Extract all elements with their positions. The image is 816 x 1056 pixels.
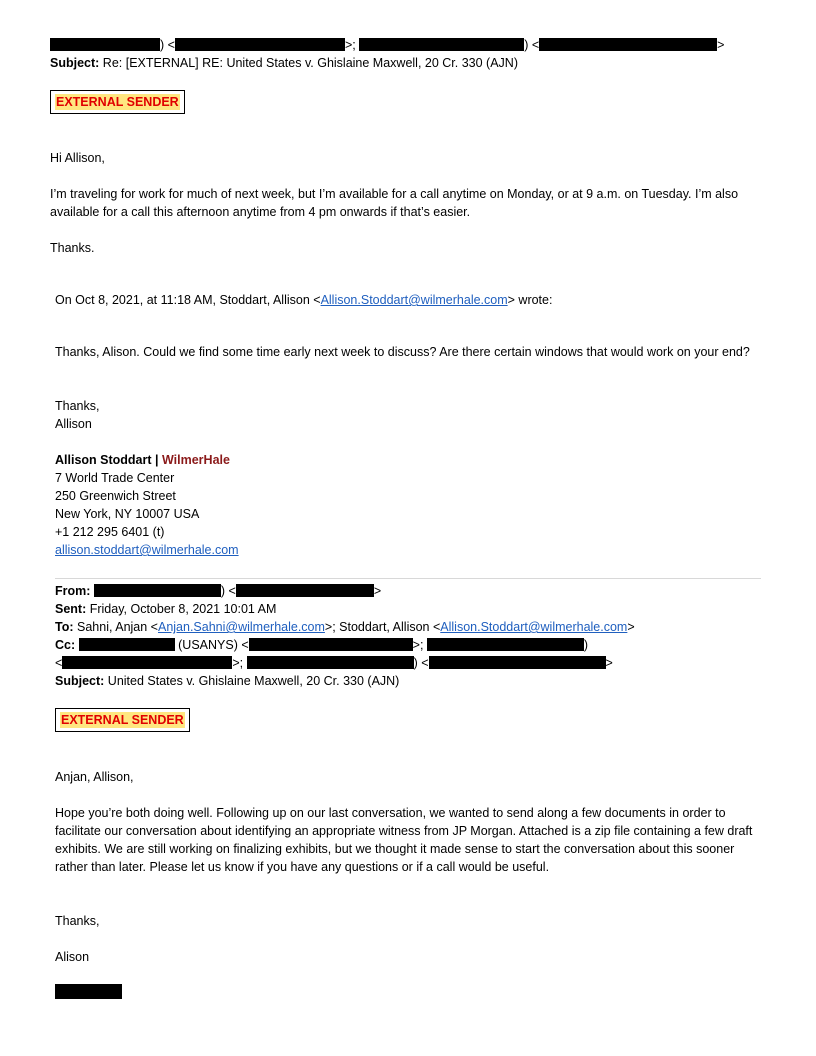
sent-label: Sent: (55, 602, 87, 616)
redaction-block (249, 638, 413, 651)
subject-line-2 (55, 672, 399, 690)
firm-name: WilmerHale (161, 453, 230, 467)
redaction-block (429, 656, 606, 669)
message-divider (55, 578, 761, 579)
cc-line: Cc: (USANYS) < >; ) (55, 638, 589, 652)
from-label: From: (55, 584, 91, 598)
redaction-block (236, 584, 374, 597)
redaction-block (175, 38, 345, 51)
redaction-block (539, 38, 717, 51)
reply-body: I’m traveling for work for much of next week, but I’m available for a call anytime on Monday, or at 9 a.m. on Tuesday. I’m also available for a call this afternoon anytime from 4 pm onwards if that’s easier. (50, 187, 739, 219)
cc-label: Cc: (55, 638, 76, 652)
redacted-signature (55, 984, 122, 1002)
reply-signoff: Thanks. (50, 241, 95, 255)
subject-text: United States v. Ghislaine Maxwell, 20 Cr. 330 (AJN) (107, 674, 400, 688)
redaction-block (94, 584, 221, 597)
redaction-block (427, 638, 584, 651)
subject-label: Subject: (55, 674, 105, 688)
signature-email-line (55, 541, 239, 559)
subject-text: Re: [EXTERNAL] RE: United States v. Ghislaine Maxwell, 20 Cr. 330 (AJN) (102, 56, 518, 70)
email-link[interactable]: Allison.Stoddart@wilmerhale.com (440, 620, 628, 634)
redaction-block (359, 38, 524, 51)
sent-line (55, 600, 276, 618)
external-sender-label: EXTERNAL SENDER (61, 713, 184, 727)
orig-body: Hope you’re both doing well. Following up on our last conversation, we wanted to send along a few documents in order to facilitate our conversation about identifying an appropriate witness from JP Morgan. Attached is a zip file containing a few draft exhibits. We are still working on finalizing exhibits, but we thought it made sense to start the conversation about this sooner rather than later. Please let us know if you have any questions or if a call would be useful. (55, 806, 753, 874)
signature-address-3: New York, NY 10007 USA (55, 507, 200, 521)
external-sender-banner (55, 708, 190, 732)
redaction-block (247, 656, 414, 669)
orig-thanks: Thanks, (55, 914, 100, 928)
external-sender-label: EXTERNAL SENDER (56, 95, 179, 109)
subject-label: Subject: (50, 56, 100, 70)
orig-name: Alison (55, 950, 90, 964)
stoddart-name: Allison (55, 417, 92, 431)
signature-name-line: Allison Stoddart | WilmerHale (55, 453, 230, 467)
email-link[interactable]: Anjan.Sahni@wilmerhale.com (157, 620, 325, 634)
signature-address-2: 250 Greenwich Street (55, 489, 176, 503)
quote-intro: On Oct 8, 2021, at 11:18 AM, Stoddart, Allison <Allison.Stoddart@wilmerhale.com> wrote: (55, 293, 553, 307)
redaction-block (55, 984, 122, 999)
to-label: To: (55, 620, 74, 634)
from-line: From: ) < > (55, 584, 382, 598)
sent-value: Friday, October 8, 2021 10:01 AM (89, 602, 277, 616)
signature-name: Allison Stoddart (55, 453, 152, 467)
redaction-block (79, 638, 175, 651)
to-line: To: Sahni, Anjan <Anjan.Sahni@wilmerhale.com>; Stoddart, Allison <Allison.Stoddart@wilmerhale.com> (55, 620, 635, 634)
top-subject-line (50, 54, 518, 72)
redaction-block (50, 38, 160, 51)
signature-address-1: 7 World Trade Center (55, 471, 175, 485)
orig-greeting: Anjan, Allison, (55, 770, 134, 784)
stoddart-message-body: Thanks, Alison. Could we find some time early next week to discuss? Are there certain windows that would work on your end? (55, 345, 750, 359)
signature-phone: +1 212 295 6401 (t) (55, 525, 165, 539)
external-sender-banner (50, 90, 185, 114)
top-recipients-line: ) < >; ) < > (50, 36, 724, 54)
cc-line-continued: < >; ) < > (55, 656, 613, 670)
stoddart-thanks: Thanks, (55, 399, 100, 413)
email-link[interactable]: Allison.Stoddart@wilmerhale.com (320, 293, 508, 307)
redaction-block (62, 656, 232, 669)
signature-email-link[interactable]: allison.stoddart@wilmerhale.com (55, 543, 239, 557)
reply-greeting: Hi Allison, (50, 151, 105, 165)
